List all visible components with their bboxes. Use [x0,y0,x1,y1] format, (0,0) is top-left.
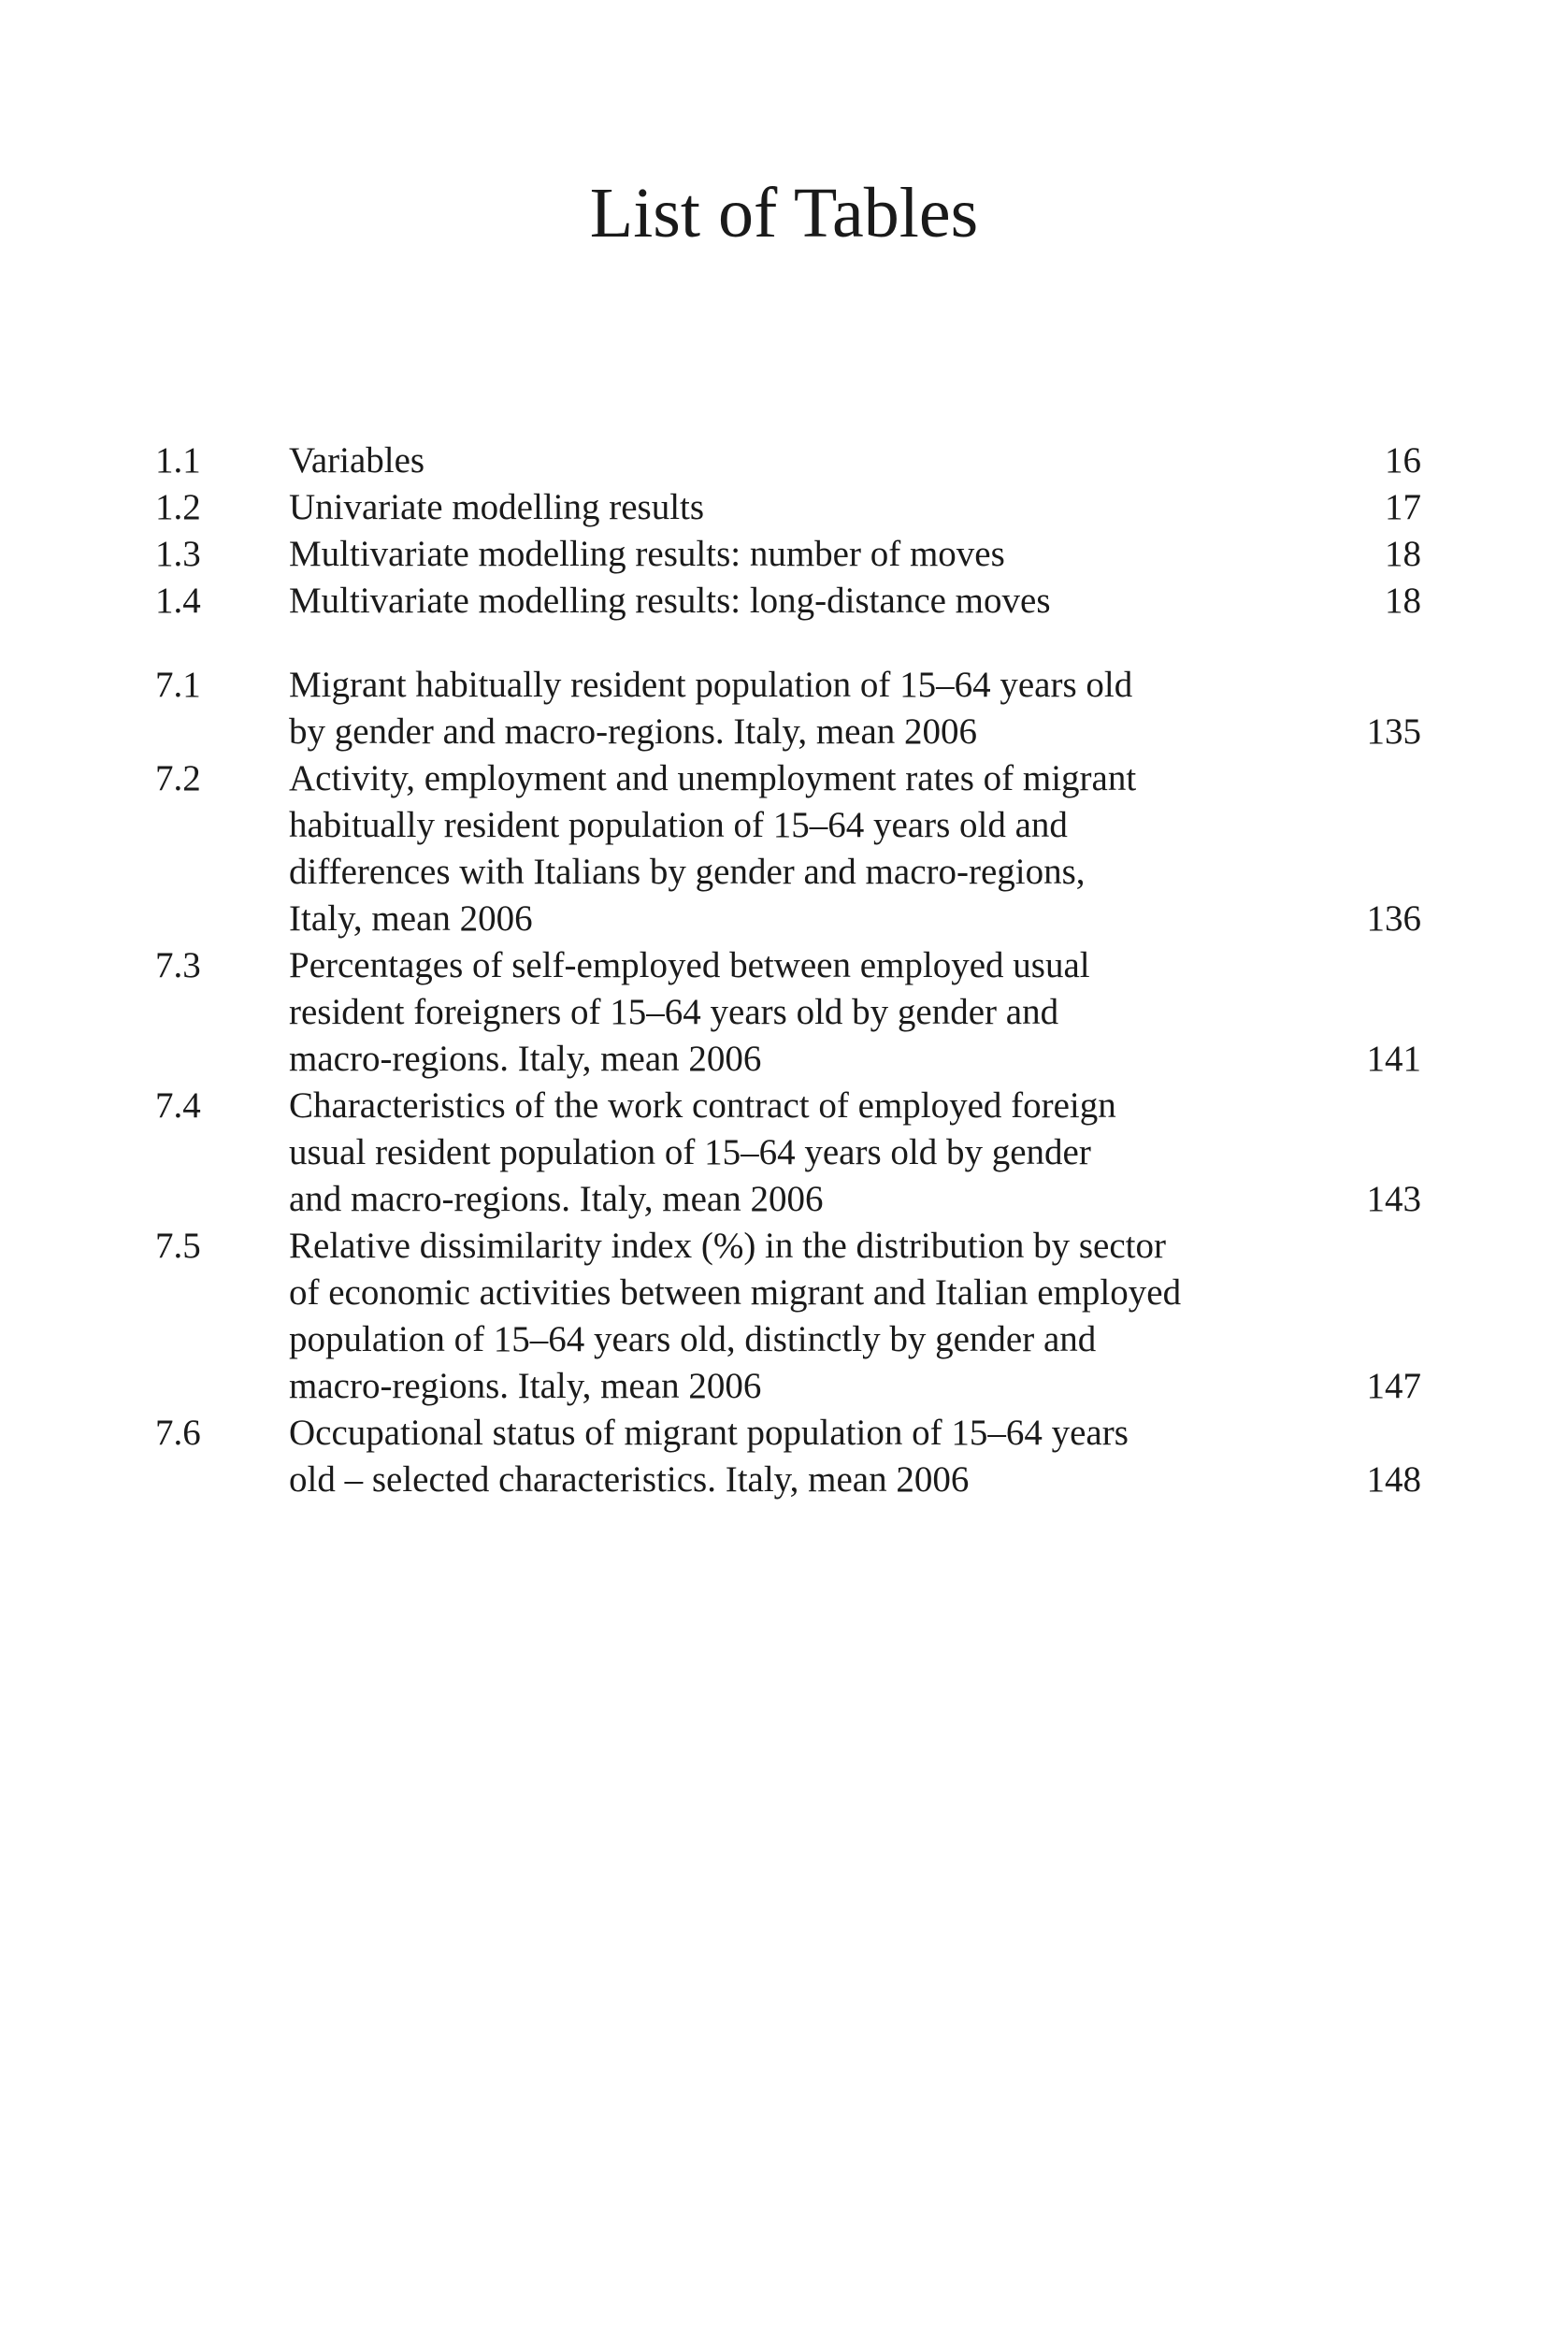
table-number: 7.5 [155,1226,201,1266]
page-number: 147 [1366,1366,1421,1406]
table-title [289,578,1300,625]
table-title-line: macro-regions. Italy, mean 2006 [289,1366,762,1406]
table-number: 7.4 [155,1085,201,1126]
page-title: List of Tables [589,174,979,252]
table-title [289,942,1300,1083]
table-title [289,662,1300,755]
table-title-line: population of 15–64 years old, distinctly by gender and [289,1319,1097,1359]
table-title-line: by gender and macro-regions. Italy, mean 2006 [289,711,978,752]
page-number: 17 [1385,487,1421,527]
page-number: 18 [1385,534,1421,574]
table-title-line: and macro-regions. Italy, mean 2006 [289,1179,824,1219]
table-title [289,1083,1300,1223]
table-entry[interactable] [155,662,1421,755]
page-number: 16 [1385,440,1421,481]
table-number: 7.3 [155,945,201,985]
table-title-line: resident foreigners of 15–64 years old by gender and [289,992,1059,1032]
table-entry[interactable] [155,578,1421,625]
page-number: 143 [1366,1179,1421,1219]
table-title-line: Univariate modelling results [289,487,705,527]
table-number: 1.4 [155,581,201,621]
table-title-line: Activity, employment and unemployment rates of migrant [289,758,1137,798]
table-title-line: Occupational status of migrant population of 15–64 years [289,1413,1129,1453]
table-group [155,662,1421,1503]
table-title [289,755,1300,942]
page-number: 18 [1385,581,1421,621]
table-number: 7.6 [155,1413,201,1453]
page-number: 136 [1366,898,1421,939]
table-entry[interactable] [155,755,1421,942]
table-title [289,438,1300,484]
table-title-line: Relative dissimilarity index (%) in the distribution by sector [289,1226,1166,1266]
table-title [289,531,1300,578]
table-title-line: Multivariate modelling results: long-distance moves [289,581,1051,621]
table-title-line: Characteristics of the work contract of employed foreign [289,1085,1116,1126]
page-number: 141 [1366,1039,1421,1079]
table-entry[interactable] [155,531,1421,578]
table-title-line: Percentages of self-employed between employed usual [289,945,1090,985]
table-title-line: macro-regions. Italy, mean 2006 [289,1039,762,1079]
table-list [155,438,1421,1503]
table-entry[interactable] [155,438,1421,484]
table-number: 7.2 [155,758,201,798]
table-number: 1.1 [155,440,201,481]
table-title-line: usual resident population of 15–64 years old by gender [289,1132,1091,1172]
table-title-line: Multivariate modelling results: number of moves [289,534,1005,574]
table-title [289,1223,1300,1410]
table-entry[interactable] [155,1083,1421,1223]
table-title [289,484,1300,531]
table-title-line: Variables [289,440,425,481]
table-entry[interactable] [155,1410,1421,1503]
table-entry[interactable] [155,484,1421,531]
table-number: 1.2 [155,487,201,527]
page-number: 148 [1366,1459,1421,1500]
table-title-line: Italy, mean 2006 [289,898,533,939]
table-title-line: habitually resident population of 15–64 years old and [289,805,1068,845]
table-group [155,438,1421,625]
table-title-line: Migrant habitually resident population of 15–64 years old [289,665,1133,705]
page-number: 135 [1366,711,1421,752]
table-title-line: old – selected characteristics. Italy, mean 2006 [289,1459,970,1500]
table-number: 1.3 [155,534,201,574]
table-title [289,1410,1300,1503]
table-number: 7.1 [155,665,201,705]
table-title-line: differences with Italians by gender and macro-regions, [289,852,1086,892]
table-title-line: of economic activities between migrant and Italian employed [289,1272,1182,1313]
table-entry[interactable] [155,942,1421,1083]
table-entry[interactable] [155,1223,1421,1410]
